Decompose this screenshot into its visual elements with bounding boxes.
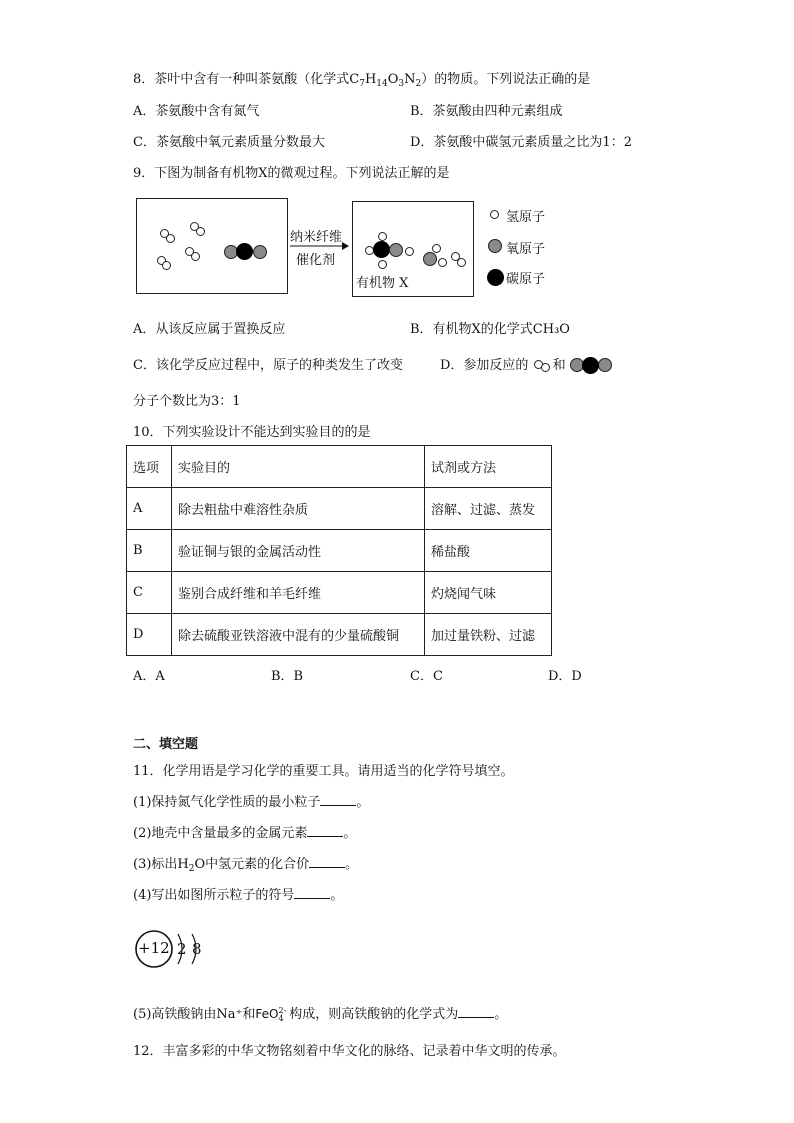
q9-option-d-continued: 分子个数比为3：1 [133,394,241,409]
table-header-row [127,446,552,488]
table-cell: 溶解、过滤、蒸发 [425,488,552,530]
hydrogen-atom [432,244,441,253]
table-row [127,530,552,572]
q12-stem: 12．丰富多彩的中华文物铭刻着中华文化的脉络、记录着中华文明的传承。 [133,1044,566,1059]
carbon-atom [373,241,390,258]
table-cell: 除去硫酸亚铁溶液中混有的少量硫酸铜 [172,614,425,656]
reaction-condition-top: 纳米纤维 [290,230,343,245]
products-box [352,201,474,297]
hydrogen-atom [162,261,171,270]
table-cell: 验证铜与银的金属活动性 [172,530,425,572]
q10-stem: 10．下列实验设计不能达到实验目的的是 [133,425,371,440]
answer-blank[interactable] [307,825,343,837]
hydrogen-atom [457,258,466,267]
table-cell: 加过量铁粉、过滤 [425,614,552,656]
oxygen-atom [253,245,267,259]
table-cell: 灼烧闻气味 [425,572,552,614]
shell-1-electrons: 2 [177,940,187,958]
legend-hydrogen-icon [490,210,499,219]
hydrogen-atom [405,247,414,256]
hydrogen-atom [378,260,387,269]
q10-option-c: C．C [410,669,443,684]
q11-part-5: (5)高铁酸钠由Na⁺和FeO2- 4 构成，则高铁酸钠的化学式为 。 [133,1005,508,1023]
table-row [127,614,552,656]
answer-blank[interactable] [294,887,330,899]
q9-option-c: C．该化学反应过程中，原子的种类发生了改变 [133,358,403,373]
reactants-box [136,198,288,294]
q10-option-b: B．B [271,669,304,684]
table-cell: A [127,488,172,530]
q8-option-b: B．茶氨酸由四种元素组成 [410,104,563,119]
product-label: 有机物 X [356,276,409,291]
table-cell: 鉴别合成纤维和羊毛纤维 [172,572,425,614]
carbon-atom [236,243,253,260]
legend-oxygen-icon [488,239,502,253]
shell-2-electrons: 8 [192,940,202,958]
q11-stem: 11．化学用语是学习化学的重要工具。请用适当的化学符号填空。 [133,764,514,779]
carbon-dioxide-molecule-icon [570,357,614,374]
reaction-condition-bottom: 催化剂 [296,253,336,268]
q9-option-d: D．参加反应的 和 [440,354,614,374]
q8-option-c: C．茶氨酸中氧元素质量分数最大 [133,135,325,150]
hydrogen-atom [438,258,447,267]
oxygen-atom [423,252,437,266]
q10-option-d: D．D [548,669,582,684]
legend-oxygen-label: 氧原子 [506,242,546,257]
oxygen-atom [389,243,403,257]
table-row [127,488,552,530]
table-cell: D [127,614,172,656]
hydrogen-atom [196,227,205,236]
q9-option-a: A．从该反应属于置换反应 [133,322,286,337]
legend-carbon-icon [487,269,504,286]
table-row [127,572,552,614]
q11-part-2: (2)地壳中含量最多的金属元素 。 [133,826,357,841]
table-header-cell: 选项 [127,446,172,488]
table-cell: C [127,572,172,614]
q8-stem: 8．茶叶中含有一种叫茶氨酸（化学式$C_7H_{14}O_3N_2$）的物质。下列说法正确的是 [133,72,591,89]
q11-part-1: (1)保持氮气化学性质的最小粒子 。 [133,795,370,810]
hydrogen-atom [191,252,200,261]
ion-charge: 2- 4 [278,1005,287,1023]
answer-blank[interactable] [320,794,356,806]
table-header-cell: 实验目的 [172,446,425,488]
experiment-table [126,445,552,656]
q10-option-a: A．A [133,669,165,684]
nucleus-charge: +12 [138,939,170,957]
answer-blank[interactable] [309,856,345,868]
hydrogen-atom [166,234,175,243]
q9-stem: 9．下图为制备有机物X的微观过程。下列说法正解的是 [133,166,450,181]
table-header-cell: 试剂或方法 [425,446,552,488]
table-cell: B [127,530,172,572]
legend-hydrogen-label: 氢原子 [506,210,546,225]
section-title: 二、填空题 [133,737,199,752]
answer-blank[interactable] [458,1006,494,1018]
table-cell: 稀盐酸 [425,530,552,572]
q11-part-4: (4)写出如图所示粒子的符号 。 [133,888,344,903]
q11-part-3: (3)标出$H_2O$中氢元素的化合价 。 [133,857,359,874]
table-cell: 除去粗盐中难溶性杂质 [172,488,425,530]
hydrogen-atom [378,232,387,241]
q8-option-a: A．茶氨酸中含有氮气 [133,104,260,119]
q9-option-b: B．有机物X的化学式CH₃O [410,322,570,337]
hydrogen-molecule-icon [533,360,553,372]
legend-carbon-label: 碳原子 [506,272,546,287]
q8-option-d: D．茶氨酸中碳氢元素质量之比为1：2 [410,135,632,150]
